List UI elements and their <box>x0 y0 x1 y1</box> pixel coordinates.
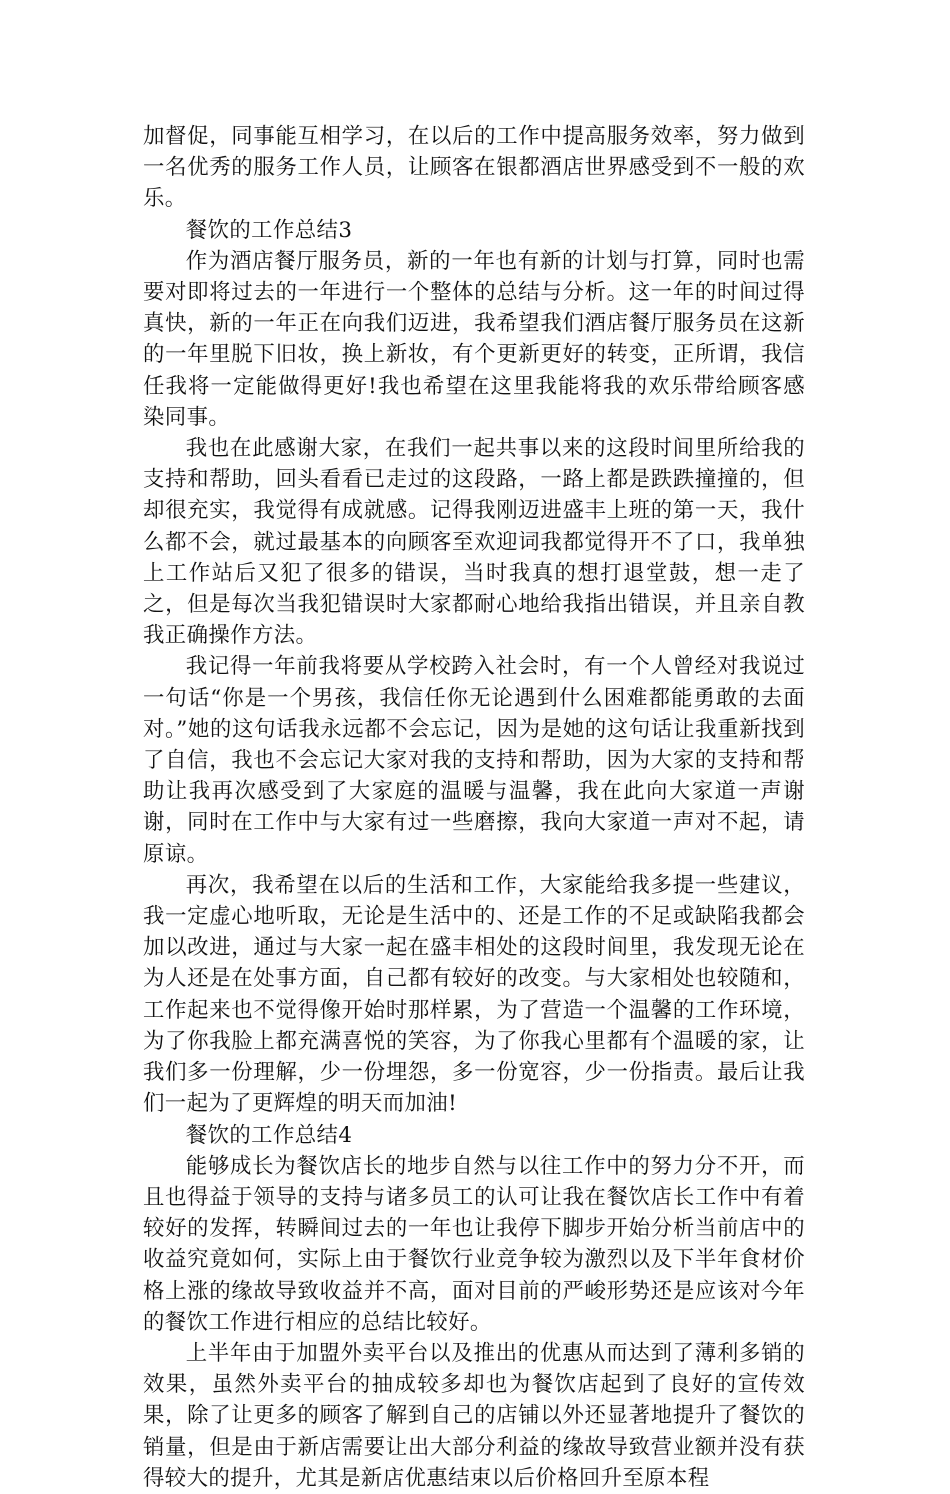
paragraph: 作为酒店餐厅服务员，新的一年也有新的计划与打算，同时也需要对即将过去的一年进行一个整体的总结与分析。这一年的时间过得真快，新的一年正在向我们迈进，我希望我们酒店餐厅服务员在这新的一年里脱下旧妆，换上新妆，有个更新更好的转变，正所谓，我信任我将一定能做得更好!我也希望在这里我能将我的欢乐带给顾客感染同事。 <box>143 248 805 430</box>
document-page <box>143 121 805 1494</box>
paragraph: 我也在此感谢大家，在我们一起共事以来的这段时间里所给我的支持和帮助，回头看看已走过的这段路，一路上都是跌跌撞撞的，但却很充实，我觉得有成就感。记得我刚迈进盛丰上班的第一天，我什么都不会，就过最基本的向顾客至欢迎词我都觉得开不了口，我单独上工作站后又犯了很多的错误，当时我真的想打退堂鼓，想一走了之，但是每次当我犯错误时大家都耐心地给我指出错误，并且亲自教我正确操作方法。 <box>143 436 805 649</box>
paragraph: 我记得一年前我将要从学校跨入社会时，有一个人曾经对我说过一句话“你是一个男孩，我信任你无论遇到什么困难都能勇敢的去面对。”她的这句话我永远都不会忘记，因为是她的这句话让我重新找到了自信，我也不会忘记大家对我的支持和帮助，因为大家的支持和帮助让我再次感受到了大家庭的温暖与温馨，我在此向大家道一声谢谢，同时在工作中与大家有过一些磨擦，我向大家道一声对不起，请原谅。 <box>143 654 805 867</box>
paragraph: 能够成长为餐饮店长的地步自然与以往工作中的努力分不开，而且也得益于领导的支持与诸多员工的认可让我在餐饮店长工作中有着较好的发挥，转瞬间过去的一年也让我停下脚步开始分析当前店中的收益究竟如何，实际上由于餐饮行业竞争较为激烈以及下半年食材价格上涨的缘故导致收益并不高，面对目前的严峻形势还是应该对今年的餐饮工作进行相应的总结比较好。 <box>143 1153 805 1335</box>
paragraph-continuation: 加督促，同事能互相学习，在以后的工作中提高服务效率，努力做到一名优秀的服务工作人员，让顾客在银都酒店世界感受到不一般的欢乐。 <box>143 124 805 212</box>
paragraph: 上半年由于加盟外卖平台以及推出的优惠从而达到了薄利多销的效果，虽然外卖平台的抽成较多却也为餐饮店起到了良好的宣传效果，除了让更多的顾客了解到自己的店铺以外还显著地提升了餐饮的销量，但是由于新店需要让出大部分利益的缘故导致营业额并没有获得较大的提升，尤其是新店优惠结束以后价格回升至原本程 <box>143 1340 805 1491</box>
paragraph: 再次，我希望在以后的生活和工作，大家能给我多提一些建议，我一定虚心地听取，无论是生活中的、还是工作的不足或缺陷我都会加以改进，通过与大家一起在盛丰相处的这段时间里，我发现无论在为人还是在处事方面，自己都有较好的改变。与大家相处也较随和，工作起来也不觉得像开始时那样累，为了营造一个温馨的工作环境，为了你我脸上都充满喜悦的笑容，为了你我心里都有个温暖的家，让我们多一份理解，少一份埋怨，多一份宽容，少一份指责。最后让我们一起为了更辉煌的明天而加油! <box>143 872 805 1117</box>
section-heading-4: 餐饮的工作总结4 <box>185 1122 353 1148</box>
section-heading-3: 餐饮的工作总结3 <box>185 217 353 243</box>
